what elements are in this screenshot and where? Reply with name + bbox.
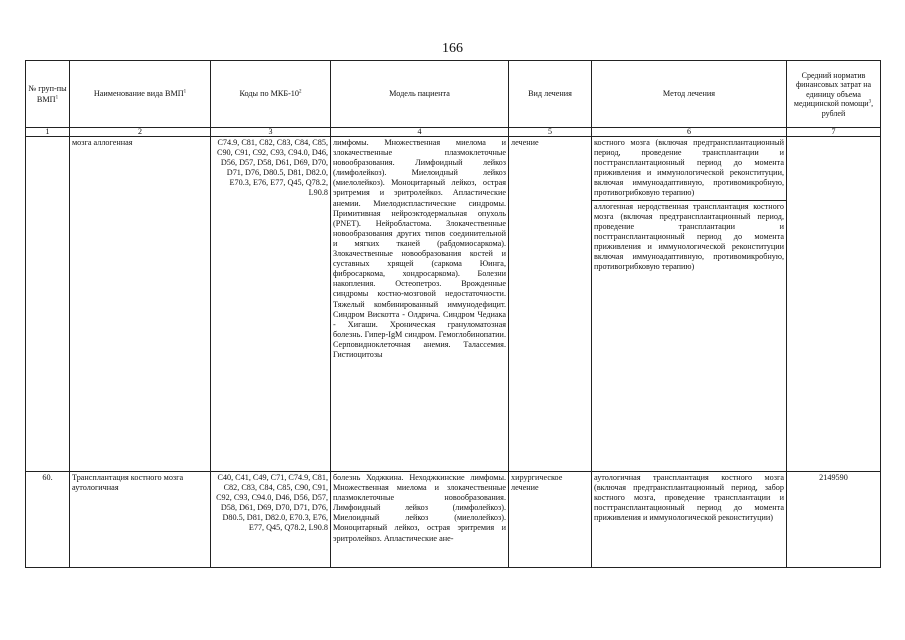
column-number: 1: [26, 128, 70, 137]
cell-financing: [787, 137, 881, 472]
cell-patient-model: лимфомы. Множественная миелома и злокачественные плазмоклеточные новообразования. Лимфоидный лейкоз (лимфолейкоз). Миелоидный лейкоз (миелолейкоз). Моноцитарный лейкоз, острая эритремия и эритролейкоз. Апластические анемии. Миелодиспластические синдромы. Примитивная нейроэктодермальная опухоль (PNET). Нейробластома. Злокачественные новообразования других типов соединительной и мягких тканей (рабдомиосаркома). Злокачественные новообразования костей и суставных хрящей (саркома Юинга, фибросаркома, хондросаркома). Болезни накопления. Остеопетроз. Врожденные синдромы костно-мозговой недостаточности. Тяжелый комбинированный иммунодефицит. Синдром Вискотта - Олдрича. Синдром Чедиака - Хигаши. Хроническая грануломатозная болезнь. Гипер-IgM синдром. Гемоглобинопатии. Серповидноклеточная анемия. Талассемия. Гистиоцитозы: [331, 137, 509, 472]
cell-financing: 2149590: [787, 472, 881, 568]
treatment-method-text: костного мозга (включая предтрансплантационный период, проведение трансплантации и посттрансплантационный период до момента приживления и иммунологической реконституции, включая иммуноадаптивную, противомикробную, противогрибковую терапию): [594, 138, 784, 198]
cell-vmp-name: мозга аллогенная: [70, 137, 211, 472]
cell-treatment-type: хирургическое лечение: [509, 472, 592, 568]
table-row: [26, 137, 881, 472]
treatment-method-text: аллогенная неродственная трансплантация костного мозга (включая предтрансплантационный период, проведение трансплантации и посттрансплантационный период до момента приживления и иммунологической реконституции включая иммуноадаптивную, противомикробную, противогрибковую терапию): [594, 201, 784, 272]
cell-group: 60.: [26, 472, 70, 568]
column-number-row: [26, 128, 881, 137]
column-number: 5: [509, 128, 592, 137]
column-number: 7: [787, 128, 881, 137]
column-number: 4: [331, 128, 509, 137]
cell-treatment-method: [592, 137, 787, 472]
header-vmp-name: Наименование вида ВМП$^1$: [70, 61, 211, 128]
cell-group: [26, 137, 70, 472]
header-group: № груп-пы ВМП$^1$: [26, 61, 70, 128]
cell-mkb-codes: C40, C41, C49, C71, C74.9, C81, C82, C83, C84, C85, C90, C91, C92, C93, C94.0, D46, D56, D57, D58, D61, D69, D70, D71, D76, D80.5, D81, D82.0, E70.3, E76, E77, Q45, Q78.2, L90.8: [211, 472, 331, 568]
page-number: 166: [442, 41, 463, 56]
cell-treatment-method: аутологичная трансплантация костного мозга (включая предтрансплантационный период, забор костного мозга, проведение трансплантации и посттрансплантационный период до момента приживления и иммунологической реконституции): [592, 472, 787, 568]
header-financing: Средний норматив финансовых затрат на единицу объема медицинской помощи$^3$, рублей: [787, 61, 881, 128]
cell-vmp-name: Трансплантация костного мозга аутологичная: [70, 472, 211, 568]
cell-treatment-type: лечение: [509, 137, 592, 472]
cell-patient-model: болезнь Ходжкина. Неходжкинские лимфомы. Множественная миелома и злокачественные плазмоклеточные новообразования. Лимфоидный лейкоз (лимфолейкоз). Миелоидный лейкоз (миелолейкоз). Моноцитарный лейкоз, острая эритремия и эритролейкоз. Апластические ане-: [331, 472, 509, 568]
header-treatment-method: Метод лечения: [592, 61, 787, 128]
cell-mkb-codes: C74.9, C81, C82, C83, C84, C85, C90, C91, C92, C93, C94.0, D46, D56, D57, D58, D61, D69, D70, D71, D76, D80.5, D81, D82.0, E70.3, E76, E77, Q45, Q78.2, L90.8: [211, 137, 331, 472]
header-treatment-type: Вид лечения: [509, 61, 592, 128]
header-patient-model: Модель пациента: [331, 61, 509, 128]
vmp-table: [25, 60, 881, 568]
column-number: 6: [592, 128, 787, 137]
column-number: 2: [70, 128, 211, 137]
column-number: 3: [211, 128, 331, 137]
header-row: [26, 61, 881, 128]
header-mkb-codes: Коды по МКБ-$10^2$: [211, 61, 331, 128]
table-row: [26, 472, 881, 568]
